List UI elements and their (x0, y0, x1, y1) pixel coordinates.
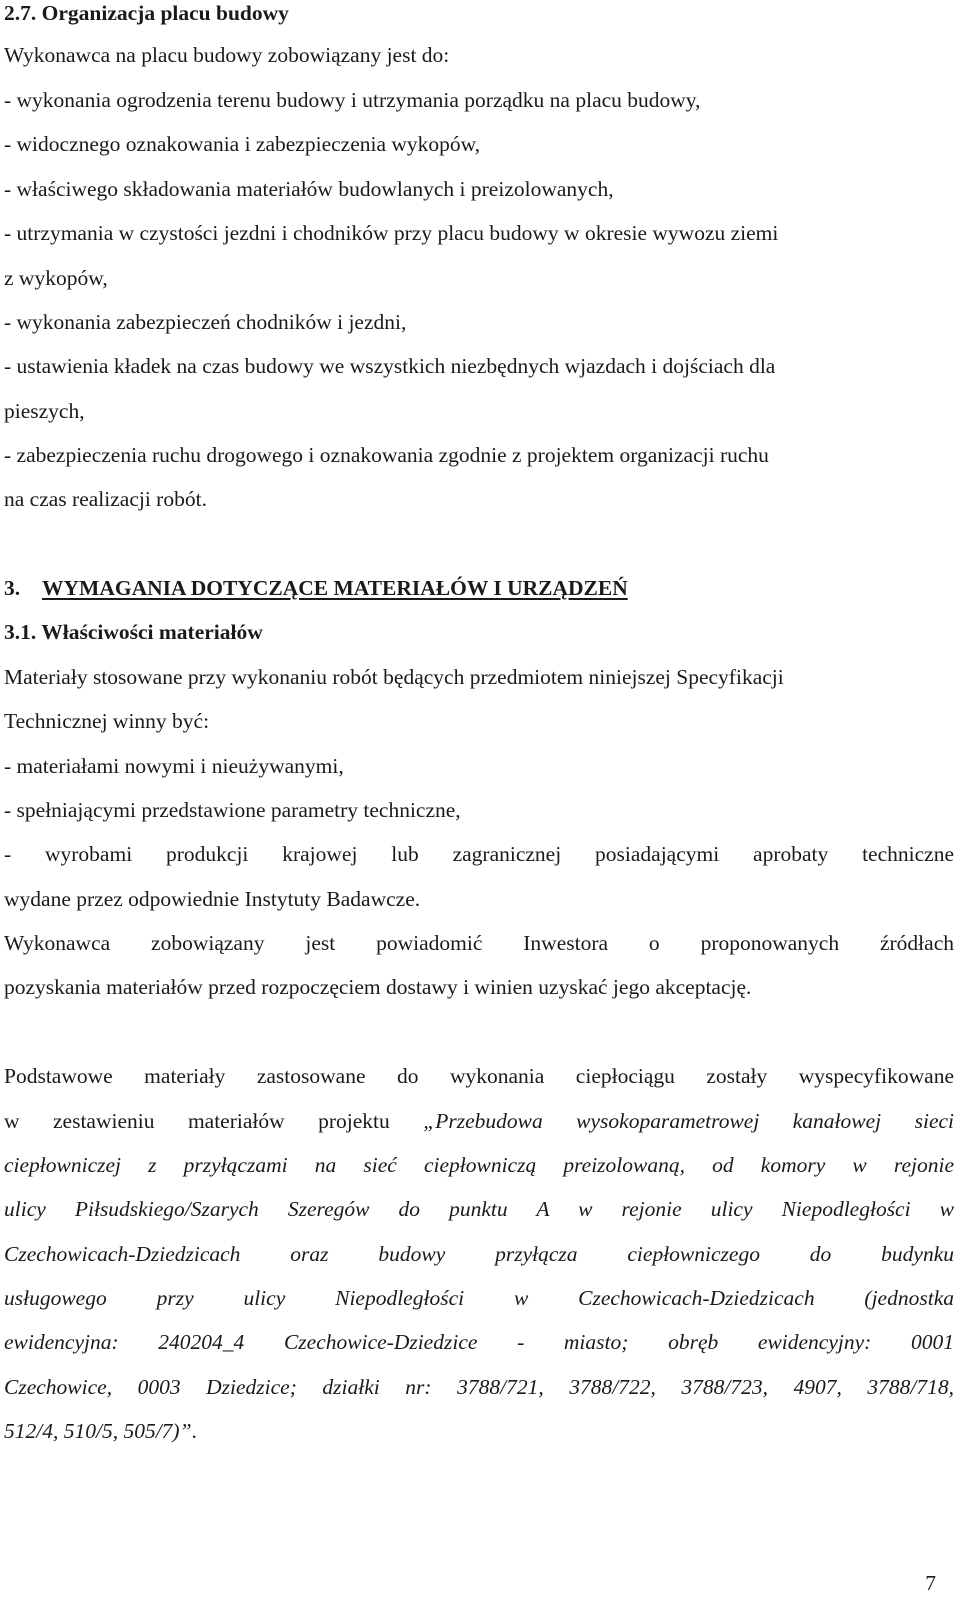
project-title-line: Czechowice, 0003 Dziedzice; działki nr: 3788/721, 3788/722, 3788/723, 4907, 3788/718, (4, 1375, 954, 1399)
list-item: - utrzymania w czystości jezdni i chodników przy placu budowy w okresie wywozu ziemi (4, 221, 779, 245)
section-3-1-heading: 3.1. Właściwości materiałów (4, 620, 263, 644)
list-item: - materiałami nowymi i nieużywanymi, (4, 754, 344, 778)
list-item: pieszych, (4, 399, 85, 423)
list-item: - właściwego składowania materiałów budowlanych i preizolowanych, (4, 177, 614, 201)
paragraph-line (4, 1106, 954, 1136)
list-item: - spełniającymi przedstawione parametry techniczne, (4, 798, 461, 822)
list-item: - wyrobami produkcji krajowej lub zagranicznej posiadającymi aprobaty techniczne (4, 842, 954, 866)
paragraph-line: Podstawowe materiały zastosowane do wykonania ciepłociągu zostały wyspecyfikowane (4, 1064, 954, 1088)
project-title-line: ewidencyjna: 240204_4 Czechowice-Dziedzice - miasto; obręb ewidencyjny: 0001 (4, 1330, 954, 1354)
paragraph-line: pozyskania materiałów przed rozpoczęciem dostawy i winien uzyskać jego akceptację. (4, 975, 752, 999)
project-title-line: ciepłowniczej z przyłączami na sieć ciepłowniczą preizolowaną, od komory w rejonie (4, 1153, 954, 1177)
project-title-line: Czechowicach-Dziedzicach oraz budowy przyłącza ciepłowniczego do budynku (4, 1242, 954, 1266)
project-title-line (4, 1416, 954, 1446)
list-item: na czas realizacji robót. (4, 487, 207, 511)
project-title-line: ulicy Piłsudskiego/Szarych Szeregów do punktu A w rejonie ulicy Niepodległości w (4, 1197, 954, 1221)
list-item: - ustawienia kładek na czas budowy we wszystkich niezbędnych wjazdach i dojściach dla (4, 354, 776, 378)
list-item: - widocznego oznakowania i zabezpieczenia wykopów, (4, 132, 481, 156)
list-item: z wykopów, (4, 266, 108, 290)
section-2-7-heading: 2.7. Organizacja placu budowy (4, 1, 289, 25)
paragraph-period: . (191, 1419, 197, 1443)
list-item: - wykonania ogrodzenia terenu budowy i utrzymania porządku na placu budowy, (4, 88, 701, 112)
project-title-line: usługowego przy ulicy Niepodległości w Czechowicach-Dziedzicach (jednostka (4, 1286, 954, 1310)
page-number: 7 (925, 1571, 936, 1595)
paragraph-line: Wykonawca zobowiązany jest powiadomić Inwestora o proponowanych źródłach (4, 931, 954, 955)
list-item: - zabezpieczenia ruchu drogowego i oznakowania zgodnie z projektem organizacji ruchu (4, 443, 769, 467)
section-2-7-intro: Wykonawca na placu budowy zobowiązany jest do: (4, 43, 450, 67)
paragraph-line: wydane przez odpowiednie Instytuty Badawcze. (4, 887, 421, 911)
paragraph-line: Technicznej winny być: (4, 709, 210, 733)
list-item: - wykonania zabezpieczeń chodników i jezdni, (4, 310, 407, 334)
section-3-title: WYMAGANIA DOTYCZĄCE MATERIAŁÓW I URZĄDZEŃ (42, 576, 628, 600)
section-3-number: 3. (4, 576, 21, 600)
paragraph-line: Materiały stosowane przy wykonaniu robót będących przedmiotem niniejszej Specyfikacji (4, 665, 784, 689)
project-title-end: 512/4, 510/5, 505/7)” (4, 1419, 192, 1443)
section-3-heading (4, 573, 954, 603)
paragraph-text: w zestawieniu materiałów projektu (4, 1109, 424, 1133)
project-title-text: „Przebudowa wysokoparametrowej kanałowej sieci (423, 1109, 955, 1133)
